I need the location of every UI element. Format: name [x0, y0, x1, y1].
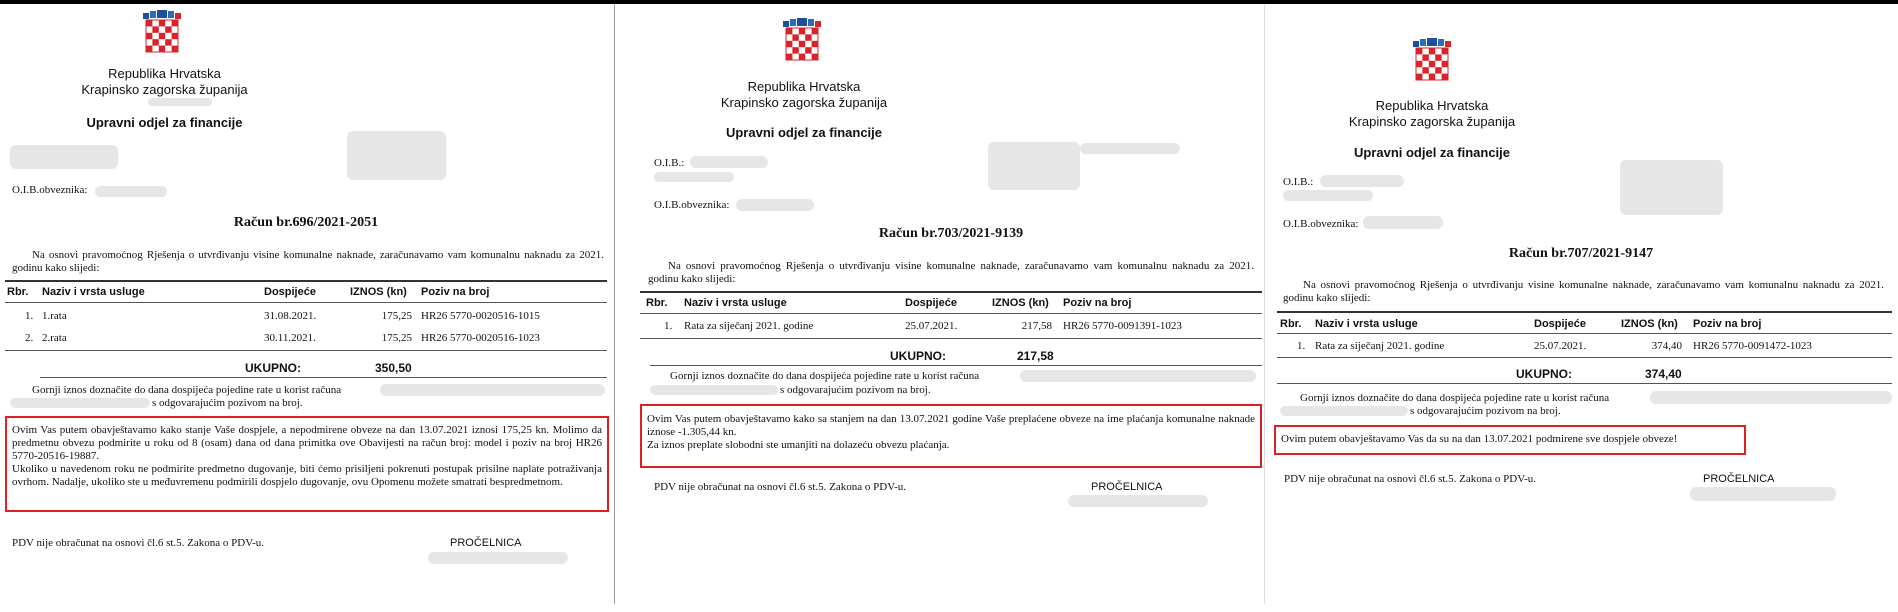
row-amount: 175,25	[381, 310, 412, 322]
redacted-account	[1650, 391, 1892, 404]
notice-box	[5, 416, 609, 512]
invoice-title: Račun br.707/2021-9147	[1508, 246, 1654, 261]
coat-of-arms-icon	[140, 10, 184, 54]
row-reference: HR26 5770-0091391-1023	[1063, 320, 1182, 332]
notice-paragraph: Za iznos preplate slobodni ste umanjiti na dolazeću obvezu plaćanja.	[647, 439, 950, 451]
total-rule	[1277, 383, 1892, 384]
county-name: Krapinsko zagorska županija	[720, 95, 888, 110]
redacted-text	[148, 98, 212, 106]
redacted-recipient	[347, 131, 446, 180]
checkerboard-shield	[146, 20, 178, 52]
row-due-date: 25.07.2021.	[1534, 340, 1587, 352]
total-value: 374,40	[1645, 367, 1682, 381]
coat-of-arms-icon	[1410, 38, 1454, 82]
column-header: Rbr.	[7, 286, 29, 298]
total-rule	[40, 377, 607, 378]
redacted-recipient	[988, 142, 1080, 190]
redacted-oib	[95, 186, 167, 197]
redacted-account	[1020, 370, 1256, 382]
document-divider	[614, 4, 615, 604]
column-header: Dospijeće	[905, 297, 957, 309]
column-header: IZNOS (kn)	[1621, 318, 1678, 330]
intro-paragraph: Na osnovi pravomoćnog Rješenja o utvrđivanju visine komunalne naknade, zaračunavamo vam komunalnu naknadu za 2021. godinu kako slijedi:	[648, 260, 1254, 285]
payment-instruction: Gornji iznos doznačite do dana dospijeća pojedine rate u korist računa	[1300, 392, 1610, 404]
total-value: 217,58	[1017, 349, 1054, 363]
redacted-signature	[1690, 487, 1836, 501]
country-name: Republika Hrvatska	[1375, 98, 1489, 113]
payment-reference-note: s odgovarajućim pozivom na broj.	[1410, 405, 1561, 417]
row-reference: HR26 5770-0091472-1023	[1693, 340, 1812, 352]
column-header: Rbr.	[1280, 318, 1302, 330]
payment-instruction: Gornji iznos doznačite do dana dospijeća pojedine rate u korist računa	[32, 384, 342, 396]
country-name: Republika Hrvatska	[108, 66, 221, 81]
row-number: 1.	[664, 320, 673, 332]
document-divider	[1264, 4, 1265, 604]
redacted-account	[10, 398, 150, 408]
rows-rule	[640, 338, 1262, 339]
payment-reference-note: s odgovarajućim pozivom na broj.	[780, 384, 931, 396]
table-top-rule	[1277, 311, 1892, 313]
notice-box	[1274, 425, 1746, 455]
invoice-document-2	[640, 4, 1262, 612]
redacted-recipient	[1620, 160, 1723, 215]
notice-paragraph: Ovim Vas putem obavještavamo kako sa stanjem na dan 13.07.2021 godine Vaše preplaćene obveze na ime plaćanja komunalne naknade iznose -1.305,44 kn.	[647, 413, 1255, 438]
row-due-date: 31.08.2021.	[264, 310, 317, 322]
redacted-name	[654, 172, 734, 182]
notice-paragraph: Ovim putem obavještavamo Vas da su na dan 13.07.2021 podmirene sve dospjele obveze!	[1281, 433, 1678, 445]
row-description: 2.rata	[42, 332, 67, 344]
table-top-rule	[5, 280, 607, 282]
notice-box	[640, 404, 1262, 468]
county-name: Krapinsko zagorska županija	[1348, 114, 1516, 129]
crown-icon	[1413, 38, 1451, 47]
pdv-note: PDV nije obračunat na osnovi čl.6 st.5. Zakona o PDV-u.	[654, 481, 907, 493]
redacted-signature	[1068, 495, 1208, 507]
row-number: 1.	[25, 310, 34, 322]
redacted-recipient	[1080, 143, 1180, 154]
total-rule	[650, 365, 1262, 366]
county-name: Krapinsko zagorska županija	[81, 82, 248, 97]
checkerboard-shield	[786, 28, 818, 60]
column-header: Dospijeće	[1534, 318, 1586, 330]
redacted-oib	[1363, 216, 1443, 229]
row-due-date: 25.07.2021.	[905, 320, 958, 332]
column-header: Rbr.	[646, 297, 668, 309]
column-header: Poziv na broj	[1693, 318, 1762, 330]
row-number: 1.	[1297, 340, 1306, 352]
payment-instruction: Gornji iznos doznačite do dana dospijeća pojedine rate u korist računa	[670, 370, 980, 382]
column-header: IZNOS (kn)	[992, 297, 1049, 309]
signature-title: PROČELNICA	[1703, 473, 1775, 485]
redacted-address	[10, 145, 118, 169]
oib-obveznika-label: O.I.B.obveznika:	[12, 184, 88, 196]
department-name: Upravni odjel za financije	[1353, 145, 1511, 160]
redacted-account	[650, 385, 778, 395]
payment-reference-note: s odgovarajućim pozivom na broj.	[152, 397, 303, 409]
row-description: Rata za siječanj 2021. godine	[684, 320, 814, 332]
column-header: Naziv i vrsta usluge	[1315, 318, 1418, 330]
rows-rule	[1277, 357, 1892, 358]
row-description: 1.rata	[42, 310, 67, 322]
row-amount: 175,25	[381, 332, 412, 344]
pdv-note: PDV nije obračunat na osnovi čl.6 st.5. Zakona o PDV-u.	[12, 537, 265, 549]
redacted-oib	[690, 156, 768, 168]
total-value: 350,50	[375, 361, 412, 375]
invoice-title: Račun br.703/2021-9139	[878, 226, 1024, 241]
row-amount: 374,40	[1651, 340, 1682, 352]
total-label: UKUPNO:	[1516, 367, 1572, 381]
column-header: Naziv i vrsta usluge	[42, 286, 145, 298]
oib-label: O.I.B.:	[654, 157, 685, 169]
row-description: Rata za siječanj 2021. godine	[1315, 340, 1445, 352]
crown-icon	[143, 10, 181, 19]
coat-of-arms-icon	[780, 18, 824, 62]
header-rule	[1277, 333, 1892, 334]
oib-label: O.I.B.:	[1283, 176, 1314, 188]
crown-icon	[783, 18, 821, 27]
country-name: Republika Hrvatska	[747, 79, 861, 94]
redacted-account	[380, 384, 605, 396]
pdv-note: PDV nije obračunat na osnovi čl.6 st.5. Zakona o PDV-u.	[1284, 473, 1537, 485]
row-due-date: 30.11.2021.	[264, 332, 316, 344]
total-label: UKUPNO:	[245, 361, 301, 375]
rows-rule	[5, 350, 607, 351]
redacted-oib	[1320, 175, 1404, 187]
row-reference: HR26 5770-0020516-1015	[421, 310, 540, 322]
invoice-title: Račun br.696/2021-2051	[233, 215, 379, 230]
redacted-name	[1283, 190, 1373, 201]
redacted-oib	[736, 199, 814, 211]
column-header: Dospijeće	[264, 286, 316, 298]
notice-paragraph: Ukoliko u navedenom roku ne podmirite predmetno dugovanje, biti ćemo prisiljeni pokrenuti postupak prisilne naplate potraživanja ovrhom. Nadalje, ukoliko ste u međuvremenu podmirili dospjelo dugovanje, ovu Opomenu možete smatrati bespredmetnom.	[12, 463, 602, 488]
checkerboard-shield	[1416, 48, 1448, 80]
column-header: Naziv i vrsta usluge	[684, 297, 787, 309]
department-name: Upravni odjel za financije	[725, 125, 883, 140]
table-top-rule	[640, 291, 1262, 293]
redacted-signature	[428, 552, 568, 564]
signature-title: PROČELNICA	[1091, 481, 1163, 493]
intro-paragraph: Na osnovi pravomoćnog Rješenja o utvrđivanju visine komunalne naknade, zaračunavamo vam komunalnu naknadu za 2021. godinu kako slijedi:	[1283, 279, 1884, 304]
row-number: 2.	[25, 332, 34, 344]
row-amount: 217,58	[1021, 320, 1052, 332]
redacted-account	[1280, 406, 1408, 416]
row-reference: HR26 5770-0020516-1023	[421, 332, 540, 344]
column-header: Poziv na broj	[1063, 297, 1132, 309]
invoice-document-1	[0, 4, 612, 612]
column-header: IZNOS (kn)	[350, 286, 407, 298]
oib-obveznika-label: O.I.B.obveznika:	[654, 199, 730, 211]
header-rule	[640, 313, 1262, 314]
department-name: Upravni odjel za financije	[86, 115, 243, 130]
notice-paragraph: Ovim Vas putem obavještavamo kako stanje Vaše dospjele, a nepodmirene obveze na dan 13.07.2021 iznosi 175,25 kn. Molimo da predmetnu obvezu podmirite u roku od 8 (osam) dana od dana primitka ove Obavijesti na račun broj: model i poziv na broj HR26 5770-20516-19887.	[12, 424, 602, 462]
intro-paragraph: Na osnovi pravomoćnog Rješenja o utvrđivanju visine komunalne naknade, zaračunavamo vam komunalnu naknadu za 2021. godinu kako slijedi:	[12, 249, 604, 274]
column-header: Poziv na broj	[421, 286, 490, 298]
invoice-document-3	[1270, 4, 1892, 612]
signature-title: PROČELNICA	[450, 537, 522, 549]
oib-obveznika-label: O.I.B.obveznika:	[1283, 218, 1359, 230]
total-label: UKUPNO:	[890, 349, 946, 363]
header-rule	[5, 302, 607, 303]
